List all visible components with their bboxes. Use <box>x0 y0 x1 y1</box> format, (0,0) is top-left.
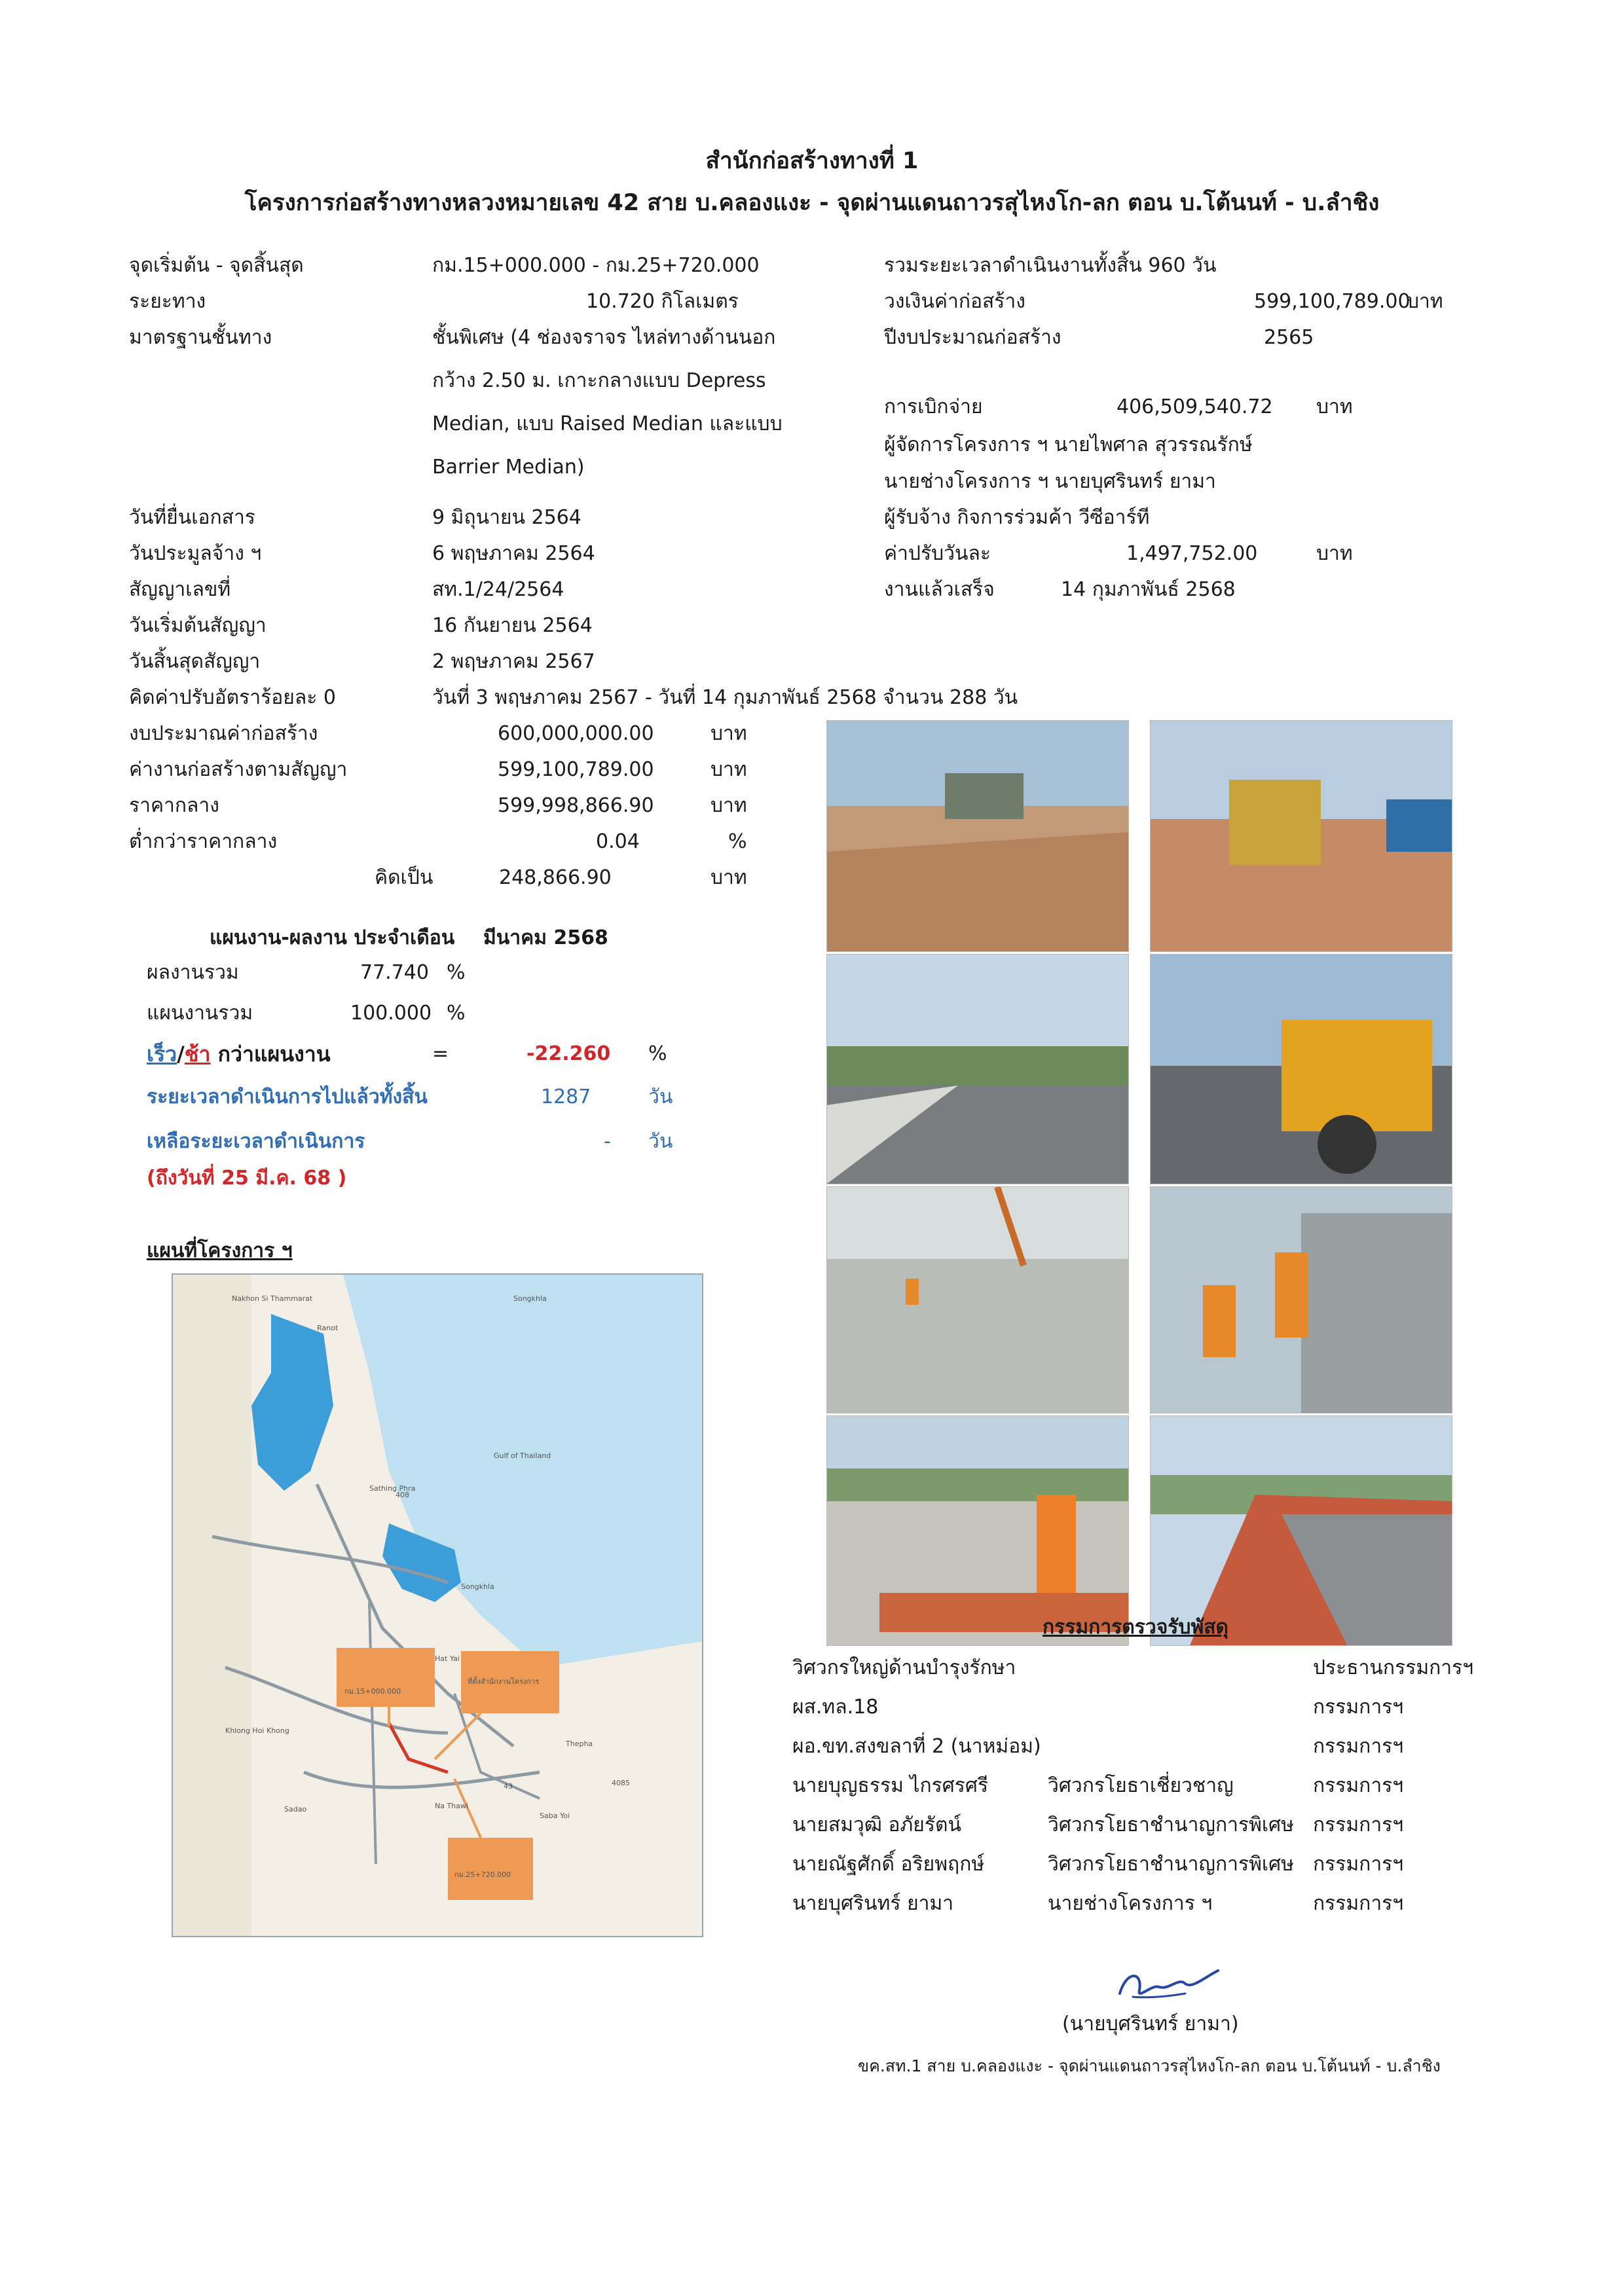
contract-no-label: สัญญาเลขที่ <box>129 578 231 601</box>
slash: / <box>177 1042 185 1066</box>
construction-photo <box>1150 720 1452 952</box>
budget-unit: บาท <box>1407 290 1443 313</box>
map-label-gulf: Gulf of Thailand <box>494 1451 551 1460</box>
committee-member-position: วิศวกรโยธาเชี่ยวชาญ <box>1048 1774 1234 1797</box>
finished-label: งานแล้วเสร็จ <box>884 578 995 601</box>
finance-label: คิดเป็น <box>375 866 434 889</box>
elapsed-label: ระยะเวลาดำเนินการไปแล้วทั้งสิ้น <box>147 1085 428 1108</box>
map-label-route-43: 43 <box>504 1782 513 1791</box>
budget-value: 599,100,789.00 <box>1254 290 1411 313</box>
fiscal-year-label: ปีงบประมาณก่อสร้าง <box>884 326 1061 349</box>
penalty-rate-label: คิดค่าปรับอัตราร้อยละ 0 <box>129 686 336 709</box>
map-label-khlong-hoi-khong: Khlong Hoi Khong <box>225 1726 289 1735</box>
diff-value: -22.260 <box>526 1042 611 1065</box>
committee-member-role: กรรมการฯ <box>1313 1774 1404 1797</box>
start-end-value: กม.15+000.000 - กม.25+720.000 <box>432 254 760 277</box>
remaining-label: เหลือระยะเวลาดำเนินการ <box>147 1130 365 1153</box>
finance-value: 0.04 <box>596 830 640 853</box>
map-label-sadao: Sadao <box>284 1805 307 1813</box>
finance-value: 599,998,866.90 <box>498 794 654 817</box>
daily-penalty-label: ค่าปรับวันละ <box>884 542 991 565</box>
committee-member-role: กรรมการฯ <box>1313 1813 1404 1836</box>
finance-unit: บาท <box>710 758 747 781</box>
finance-label: ต่ำกว่าราคากลาง <box>129 830 278 853</box>
office-title: สำนักก่อสร้างทางที่ 1 <box>705 148 919 174</box>
standard-value-3: Median, แบบ Raised Median และแบบ <box>432 412 783 435</box>
finance-label: ค่างานก่อสร้างตามสัญญา <box>129 758 348 781</box>
map-label-office: ที่ตั้งสำนักงานโครงการ <box>468 1677 540 1686</box>
construction-photo <box>1150 1415 1452 1646</box>
finance-value: 599,100,789.00 <box>498 758 654 781</box>
bid-date-value: 6 พฤษภาคม 2564 <box>432 542 595 565</box>
distance-value: 10.720 กิโลเมตร <box>586 290 739 313</box>
committee-member-name: นายบุศรินทร์ ยามา <box>792 1892 954 1915</box>
diff-pct: % <box>648 1042 667 1065</box>
map-label-start-km: กม.15+000.000 <box>344 1687 401 1696</box>
budget-label: วงเงินค่าก่อสร้าง <box>884 290 1025 313</box>
remaining-unit: วัน <box>648 1130 673 1153</box>
equals-sign: = <box>432 1042 449 1065</box>
contract-end-value: 2 พฤษภาคม 2567 <box>432 650 595 673</box>
total-duration: รวมระยะเวลาดำเนินงานทั้งสิ้น 960 วัน <box>884 254 1217 277</box>
committee-member-role: กรรมการฯ <box>1313 1892 1404 1915</box>
fiscal-year-value: 2565 <box>1264 326 1314 349</box>
map-label-saba-yoi: Saba Yoi <box>540 1812 570 1820</box>
fast-word: เร็ว <box>147 1042 177 1066</box>
vs-plan: กว่าแผนงาน <box>210 1042 331 1066</box>
contract-start-label: วันเริ่มต้นสัญญา <box>129 614 267 637</box>
construction-photo <box>826 1186 1129 1413</box>
committee-heading: กรรมการตรวจรับพัสดุ <box>1043 1616 1229 1639</box>
committee-member-role: กรรมการฯ <box>1313 1853 1404 1876</box>
actual-value: 77.740 <box>360 961 429 984</box>
elapsed-value: 1287 <box>541 1085 591 1108</box>
standard-value-1: ชั้นพิเศษ (4 ช่องจราจร ไหล่ทางด้านนอก <box>432 326 776 349</box>
contract-end-label: วันสิ้นสุดสัญญา <box>129 650 261 673</box>
disbursement-label: การเบิกจ่าย <box>884 395 983 418</box>
handwritten-signature <box>1107 1958 1225 2010</box>
plan-label: แผนงานรวม <box>147 1002 253 1025</box>
map-label-songkhla: Songkhla <box>461 1582 494 1591</box>
map-label-top-right: Songkhla <box>513 1294 547 1303</box>
project-title: โครงการก่อสร้างทางหลวงหมายเลข 42 สาย บ.คลองแงะ - จุดผ่านแดนถาวรสุไหงโก-ลก ตอน บ.โต้นนท์ - บ.ลำชิง <box>244 190 1380 216</box>
map-label-route-4085: 4085 <box>612 1779 630 1787</box>
construction-photo <box>1150 954 1452 1184</box>
committee-member-position: วิศวกรโยธาชำนาญการพิเศษ <box>1048 1813 1294 1836</box>
committee-member-role: กรรมการฯ <box>1313 1735 1404 1758</box>
finance-unit: บาท <box>710 722 747 745</box>
finance-unit: % <box>728 830 747 853</box>
plan-pct: % <box>447 1002 466 1025</box>
distance-label: ระยะทาง <box>129 290 206 313</box>
actual-pct: % <box>447 961 466 984</box>
project-engineer: นายช่างโครงการ ฯ นายบุศรินทร์ ยามา <box>884 470 1216 493</box>
finance-unit: บาท <box>710 866 747 889</box>
committee-member-role: กรรมการฯ <box>1313 1696 1404 1719</box>
disbursement-unit: บาท <box>1316 395 1353 418</box>
construction-photo <box>826 1415 1129 1646</box>
contract-no-value: สท.1/24/2564 <box>432 578 564 601</box>
slow-word: ช้า <box>184 1042 211 1066</box>
contractor: ผู้รับจ้าง กิจการร่วมค้า วีซีอาร์ที <box>884 506 1150 529</box>
committee-member-role: ประธานกรรมการฯ <box>1313 1656 1474 1679</box>
map-heading: แผนที่โครงการ ฯ <box>147 1239 293 1262</box>
finance-label: งบประมาณค่าก่อสร้าง <box>129 722 318 745</box>
finished-value: 14 กุมภาพันธ์ 2568 <box>1061 578 1236 601</box>
as-of-date: (ถึงวันที่ 25 มี.ค. 68 ) <box>147 1167 347 1190</box>
finance-unit: บาท <box>710 794 747 817</box>
committee-member-name: นายบุญธรรม ไกรศรศรี <box>792 1774 989 1797</box>
submit-date-label: วันที่ยื่นเอกสาร <box>129 506 255 529</box>
fast-slow-label <box>147 1042 331 1066</box>
daily-penalty-unit: บาท <box>1316 542 1353 565</box>
map-label-end-km: กม.25+720.000 <box>454 1870 511 1879</box>
elapsed-unit: วัน <box>648 1085 673 1108</box>
map-graphic <box>173 1275 702 1936</box>
signer-name: (นายบุศรินทร์ ยามา) <box>1062 2013 1239 2035</box>
bid-date-label: วันประมูลจ้าง ฯ <box>129 542 262 565</box>
construction-photo <box>826 720 1129 952</box>
map-label-thepha: Thepha <box>566 1740 593 1748</box>
actual-label: ผลงานรวม <box>147 961 239 984</box>
remaining-value: - <box>604 1130 611 1153</box>
finance-label: ราคากลาง <box>129 794 219 817</box>
contract-start-value: 16 กันยายน 2564 <box>432 614 593 637</box>
committee-member-name: ผส.ทล.18 <box>792 1696 879 1719</box>
finance-value: 248,866.90 <box>499 866 612 889</box>
map-label-route-408: 408 <box>396 1491 409 1499</box>
start-end-label: จุดเริ่มต้น - จุดสิ้นสุด <box>129 254 304 277</box>
committee-member-name: นายณัฐศักดิ์ อริยพฤกษ์ <box>792 1853 985 1876</box>
committee-member-name: นายสมวุฒิ อภัยรัตน์ <box>792 1813 961 1836</box>
standard-value-4: Barrier Median) <box>432 456 585 479</box>
committee-member-position: นายช่างโครงการ ฯ <box>1048 1892 1213 1915</box>
committee-member-position: วิศวกรโยธาชำนาญการพิเศษ <box>1048 1853 1294 1876</box>
map-label-sathing-phra: Sathing Phra <box>369 1484 416 1493</box>
penalty-period-value: วันที่ 3 พฤษภาคม 2567 - วันที่ 14 กุมภาพันธ์ 2568 จำนวน 288 วัน <box>432 686 1018 709</box>
standard-value-2: กว้าง 2.50 ม. เกาะกลางแบบ Depress <box>432 369 766 392</box>
project-map <box>172 1273 703 1937</box>
footer-caption: ขค.สท.1 สาย บ.คลองแงะ - จุดผ่านแดนถาวรสุไหงโก-ลก ตอน บ.โต้นนท์ - บ.ลำชิง <box>858 2056 1441 2075</box>
daily-penalty-value: 1,497,752.00 <box>1126 542 1258 565</box>
map-label-top-left: Nakhon Si Thammarat <box>232 1294 313 1303</box>
progress-month: มีนาคม 2568 <box>483 926 608 949</box>
progress-heading: แผนงาน-ผลงาน ประจำเดือน <box>210 926 455 949</box>
standard-label: มาตรฐานชั้นทาง <box>129 326 272 349</box>
committee-member-name: ผอ.ขท.สงขลาที่ 2 (นาหม่อม) <box>792 1735 1041 1758</box>
finance-value: 600,000,000.00 <box>498 722 654 745</box>
disbursement-value: 406,509,540.72 <box>1116 395 1273 418</box>
construction-photo <box>826 954 1129 1184</box>
project-manager: ผู้จัดการโครงการ ฯ นายไพศาล สุวรรณรักษ์ <box>884 433 1253 456</box>
submit-date-value: 9 มิถุนายน 2564 <box>432 506 581 529</box>
map-label-na-thawi: Na Thawi <box>435 1802 468 1810</box>
construction-photo <box>1150 1186 1452 1413</box>
committee-member-name: วิศวกรใหญ่ด้านบำรุงรักษา <box>792 1656 1016 1679</box>
plan-value: 100.000 <box>350 1002 432 1025</box>
map-label-hat-yai: Hat Yai <box>435 1654 460 1663</box>
map-label-ranot: Ranot <box>317 1324 339 1332</box>
